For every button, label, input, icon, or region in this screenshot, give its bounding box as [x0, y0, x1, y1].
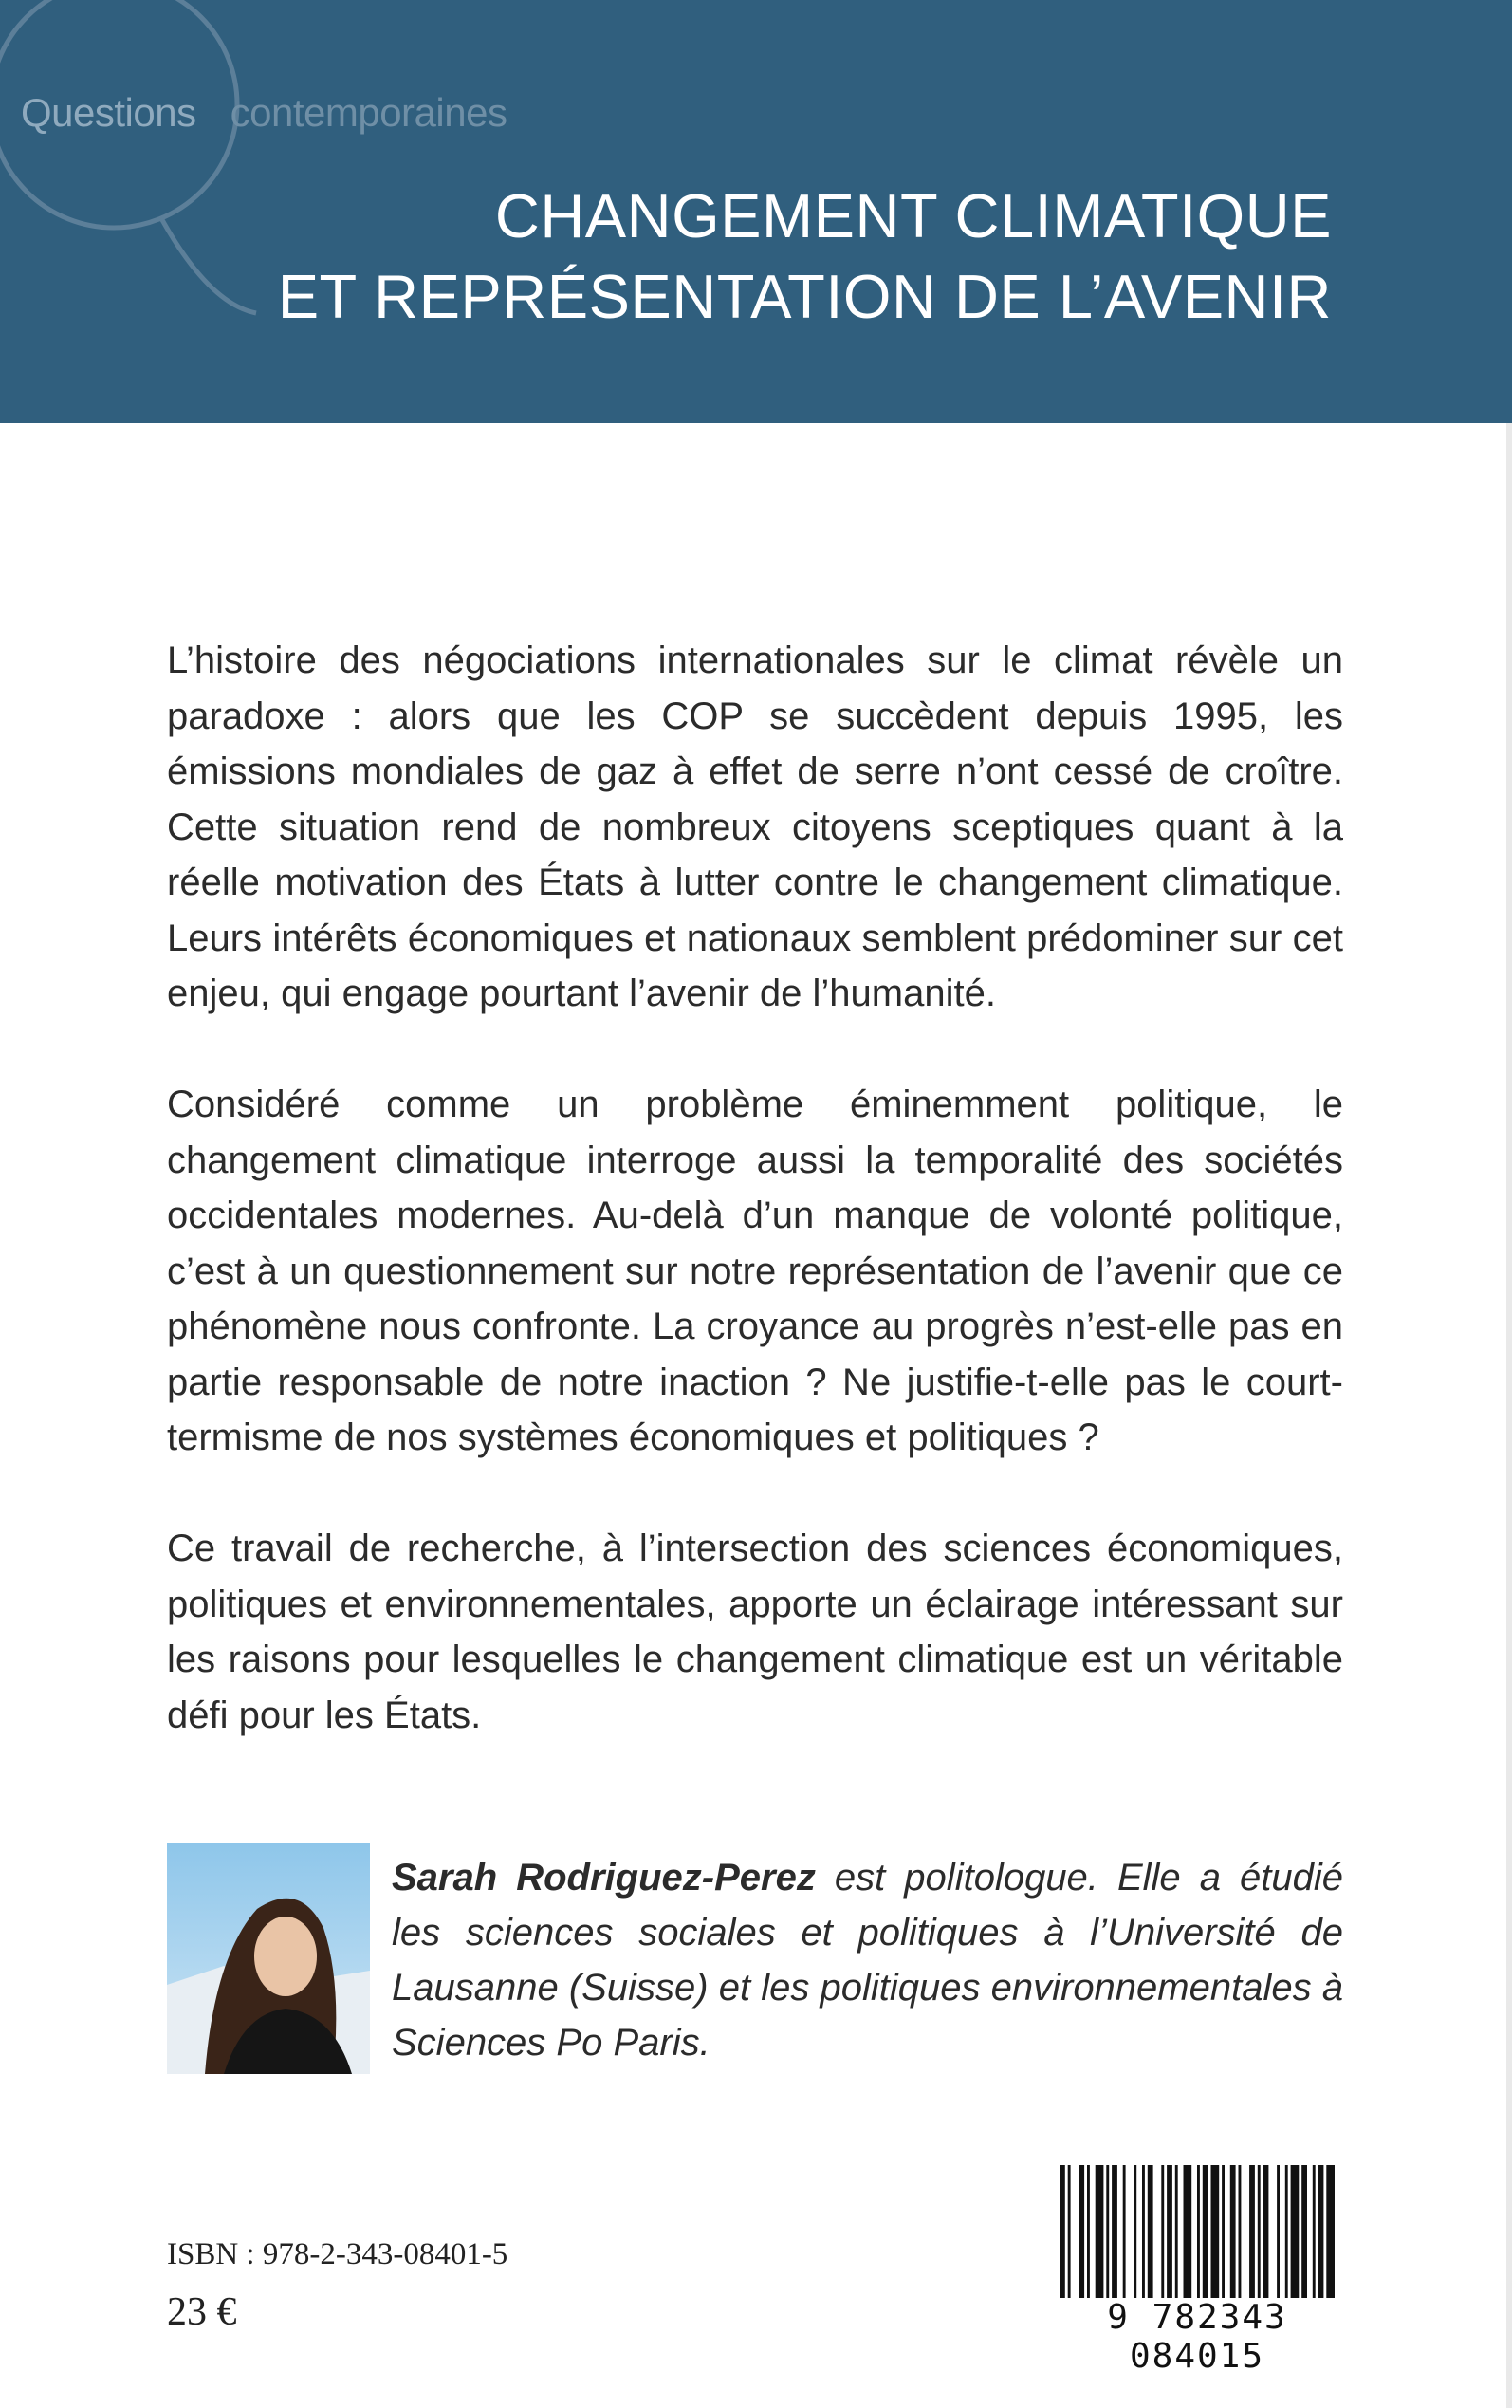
barcode-bar [1313, 2165, 1316, 2298]
barcode-bar [1197, 2165, 1200, 2298]
barcode-bar [1285, 2165, 1288, 2298]
summary-paragraph-3: Ce travail de recherche, à l’intersection des sciences économiques, politiques et environnementales, apporte un éclairage intéressant sur les raisons pour lesquelles le changement climatique est un véritable défi pour les États. [167, 1528, 1343, 1736]
barcode-bar [1079, 2165, 1084, 2298]
barcode-bar [1263, 2165, 1269, 2298]
q-letter-icon [0, 0, 266, 323]
cover-header [0, 0, 1512, 423]
summary-paragraph-2: Considéré comme un problème éminemment politique, le changement climatique interroge aussi la temporalité des sociétés occidentales modernes. Au-delà d’un manque de volonté politique, c’est à un questionnement sur notre représentation de l’avenir que ce phénomène nous confronte. La croyance au progrès n’est-elle pas en partie responsable de notre inaction ? Ne justifie-t-elle pas le court-termisme de nos systèmes économiques et politiques ? [167, 1084, 1343, 1458]
barcode-bar [1106, 2165, 1109, 2298]
series-name [21, 90, 507, 136]
barcode-bar [1096, 2165, 1104, 2298]
barcode-bar [1184, 2165, 1192, 2298]
barcode-bar [1087, 2165, 1090, 2298]
barcode-bar [1161, 2165, 1164, 2298]
summary-paragraph-1: L’histoire des négociations internationales sur le climat révèle un paradoxe : alors que les COP se succèdent depuis 1995, les émissions mondiales de gaz à effet de serre n’ont cessé de croître. Cette situation rend de nombreux citoyens sceptiques quant à la réelle motivation des États à lutter contre le changement climatique. Leurs intérêts économiques et nationaux semblent prédominer sur cet enjeu, qui engage pourtant l’avenir de l’humanité. [167, 639, 1343, 1014]
barcode-bar [1277, 2165, 1280, 2298]
author-bio-text: est politologue. Elle a étudié les sciences sociales et politiques à l’Université de Lausanne (Suisse) et les politiques environnementales à Sciences Po Paris. [392, 1857, 1344, 2064]
page-edge [1506, 423, 1512, 2408]
barcode-block [1050, 2165, 1344, 2376]
price: 23 € [167, 2290, 237, 2334]
barcode-bar [1148, 2165, 1153, 2298]
barcode-bar [1326, 2165, 1335, 2298]
barcode-bar [1239, 2165, 1242, 2298]
barcode-bar [1068, 2165, 1071, 2298]
barcode-bar [1123, 2165, 1126, 2298]
barcode-bar [1060, 2165, 1065, 2298]
barcode-bar [1167, 2165, 1172, 2298]
barcode [1050, 2165, 1344, 2298]
barcode-digits: 9 782343 084015 [1107, 2298, 1287, 2376]
barcode-bar [1142, 2165, 1145, 2298]
barcode-bar [1211, 2165, 1220, 2298]
series-word-1: Questions [21, 90, 196, 135]
barcode-bar [1291, 2165, 1300, 2298]
barcode-bar [1318, 2165, 1324, 2298]
barcode-bar [1249, 2165, 1255, 2298]
barcode-bar [1112, 2165, 1117, 2298]
author-photo [167, 1843, 370, 2074]
barcode-bar [1175, 2165, 1178, 2298]
author-name: Sarah Rodriguez-Perez [392, 1857, 816, 1899]
barcode-bar [1301, 2165, 1307, 2298]
author-bio [392, 1850, 1343, 2070]
barcode-bar [1203, 2165, 1208, 2298]
barcode-bar [1230, 2165, 1236, 2298]
isbn: ISBN : 978-2-343-08401-5 [167, 2237, 508, 2271]
barcode-bar [1134, 2165, 1136, 2298]
barcode-bar [1222, 2165, 1225, 2298]
series-word-2: contemporaines [230, 90, 507, 135]
barcode-bar [1258, 2165, 1261, 2298]
book-title-line-2: ET REPRÉSENTATION DE L’AVENIR [277, 262, 1332, 331]
book-title-line-1: CHANGEMENT CLIMATIQUE [494, 181, 1332, 250]
